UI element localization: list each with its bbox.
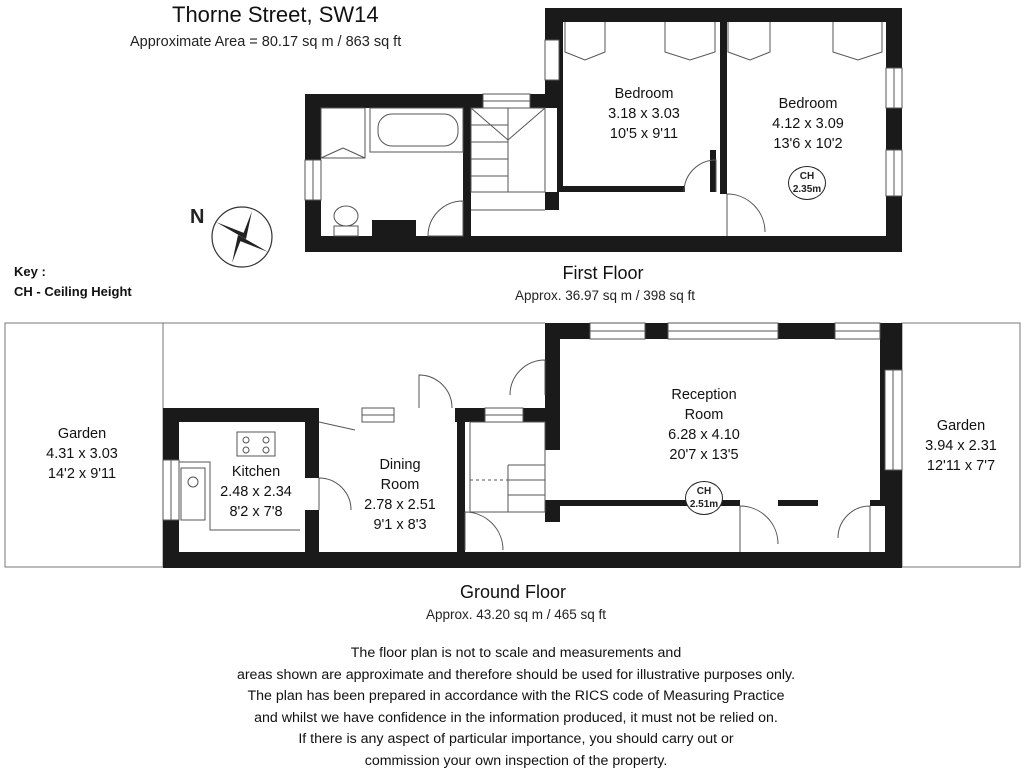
ground-floor-title: Ground Floor — [363, 582, 663, 603]
disclaimer — [0, 643, 1032, 772]
disclaimer-line: and whilst we have confidence in the information produced, it must not be relied on. — [0, 708, 1032, 730]
room-name-line2: Room — [350, 475, 450, 495]
room-metric: 6.28 x 4.10 — [654, 425, 754, 445]
key-ceiling-height: CH - Ceiling Height — [14, 284, 132, 299]
room-dining — [350, 455, 450, 535]
room-imperial: 9'1 x 8'3 — [350, 515, 450, 535]
first-floor-title: First Floor — [453, 263, 753, 284]
compass — [186, 206, 276, 270]
room-name-line1: Dining — [350, 455, 450, 475]
first-floor-area: Approx. 36.97 sq m / 398 sq ft — [455, 288, 755, 303]
room-reception — [654, 385, 754, 465]
room-metric: 3.18 x 3.03 — [594, 104, 694, 124]
room-front-garden — [911, 416, 1011, 476]
room-metric: 2.78 x 2.51 — [350, 495, 450, 515]
room-name: Bedroom — [758, 94, 858, 114]
ground-floor-plan — [163, 323, 902, 568]
ceiling-height-badge: CH 2.35m — [788, 166, 826, 200]
disclaimer-line: commission your own inspection of the property. — [0, 751, 1032, 772]
ceiling-height-badge: CH 2.51m — [685, 481, 723, 515]
property-title: Thorne Street, SW14 — [172, 2, 379, 28]
room-name: Garden — [911, 416, 1011, 436]
compass-north-label: N — [190, 206, 204, 229]
room-name: Bedroom — [594, 84, 694, 104]
room-metric: 4.31 x 3.03 — [22, 444, 142, 464]
room-kitchen — [206, 462, 306, 522]
ground-floor-area: Approx. 43.20 sq m / 465 sq ft — [366, 607, 666, 622]
room-rear-garden — [22, 424, 142, 484]
key-heading: Key : — [14, 264, 46, 279]
room-metric: 3.94 x 2.31 — [911, 436, 1011, 456]
room-imperial: 12'11 x 7'7 — [911, 456, 1011, 476]
disclaimer-line: areas shown are approximate and therefore should be used for illustrative purposes only. — [0, 665, 1032, 687]
room-name-line1: Reception — [654, 385, 754, 405]
room-bedroom-1 — [594, 84, 694, 144]
compass-rose-icon — [186, 206, 276, 270]
room-metric: 2.48 x 2.34 — [206, 482, 306, 502]
room-imperial: 10'5 x 9'11 — [594, 124, 694, 144]
room-imperial: 8'2 x 7'8 — [206, 502, 306, 522]
room-metric: 4.12 x 3.09 — [758, 114, 858, 134]
approximate-total-area: Approximate Area = 80.17 sq m / 863 sq ft — [130, 34, 401, 50]
room-name: Kitchen — [206, 462, 306, 482]
disclaimer-line: The floor plan is not to scale and measurements and — [0, 643, 1032, 665]
disclaimer-line: If there is any aspect of particular importance, you should carry out or — [0, 729, 1032, 751]
room-imperial: 20'7 x 13'5 — [654, 445, 754, 465]
room-bedroom-2 — [758, 94, 858, 154]
disclaimer-line: The plan has been prepared in accordance with the RICS code of Measuring Practice — [0, 686, 1032, 708]
room-name-line2: Room — [654, 405, 754, 425]
room-name: Garden — [22, 424, 142, 444]
room-imperial: 13'6 x 10'2 — [758, 134, 858, 154]
room-imperial: 14'2 x 9'11 — [22, 464, 142, 484]
